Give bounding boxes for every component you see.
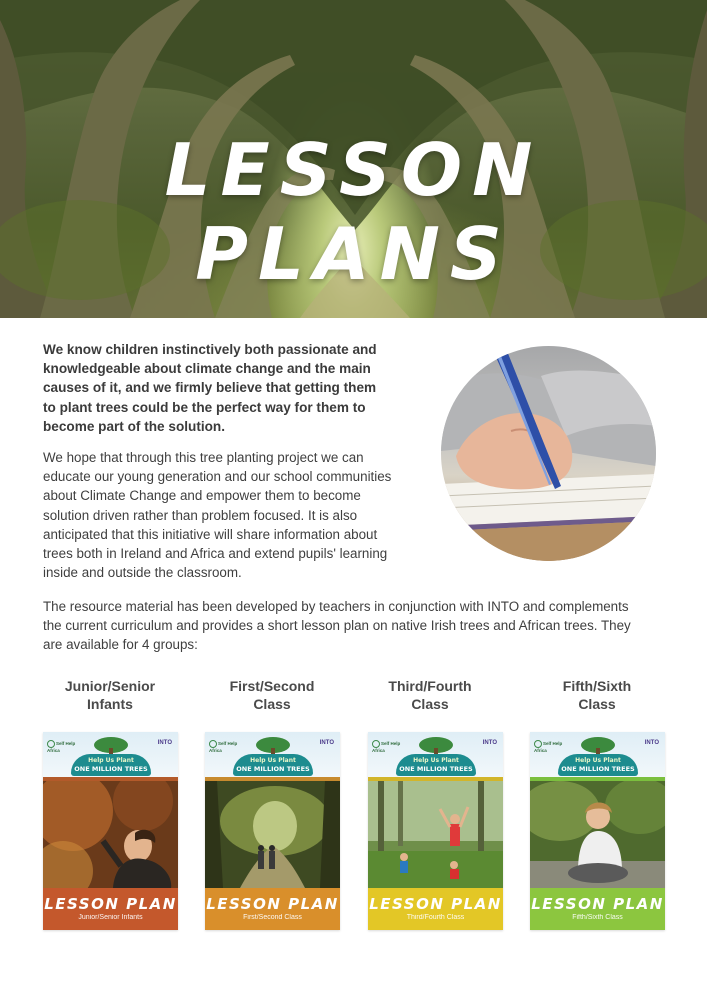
self-help-africa-logo [372,740,402,754]
cover-header [43,732,178,780]
group-label-third-fourth-class [360,677,500,713]
resource-paragraph [43,597,663,655]
lesson-plan-cover-first-second-class[interactable] [205,732,340,930]
logo-text: Self Help Africa [209,741,238,753]
text-line: to plant trees could be the perfect way for them to [43,399,366,415]
banner-line: Help Us Plant [250,757,296,764]
text-line: are available for 4 groups: [43,637,198,653]
into-logo: INTO [157,740,172,746]
cover-header [368,732,503,780]
lesson-plan-cover-fifth-sixth-class[interactable] [530,732,665,930]
banner-line: ONE MILLION TREES [561,765,635,773]
cover-subtitle: First/Second Class [243,914,302,921]
text-line: become part of the solution. [43,418,226,434]
child-writing-illustration [441,346,656,561]
logo-text: Self Help Africa [47,741,76,753]
cover-subtitle: Junior/Senior Infants [78,914,143,921]
text-line: trees both in Ireland and Africa and extend pupils' learning [43,546,388,562]
cover-header [530,732,665,780]
cover-photo-autumn-child [43,781,178,888]
cover-photo-children-playing [368,781,503,888]
lesson-plan-cover-junior-senior-infants[interactable] [43,732,178,930]
banner-line: ONE MILLION TREES [236,765,310,773]
cover-footer [368,888,503,930]
group-label-line: Infants [87,696,133,712]
cover-title: LESSON PLAN [369,895,502,913]
banner-line: ONE MILLION TREES [399,765,473,773]
cover-banner [396,754,476,776]
banner-line: Help Us Plant [88,757,134,764]
intro-bold-paragraph [43,340,413,436]
cover-banner [233,754,313,776]
text-line: the current curriculum and provides a short lesson plan on native Irish trees and African trees. They [43,618,631,634]
cover-subtitle: Third/Fourth Class [406,914,465,921]
cover-footer [530,888,665,930]
group-label-line: Class [578,696,616,712]
text-line: knowledgeable about climate change and the main [43,361,371,377]
cover-subtitle: Fifth/Sixth Class [572,914,623,921]
text-line: causes of it, and we firmly believe that getting them [43,380,377,396]
banner-line: Help Us Plant [413,757,459,764]
group-label-first-second-class [202,677,342,713]
cover-title: LESSON PLAN [531,895,664,913]
into-logo: INTO [482,740,497,746]
text-line: educate our young generation and our school communities [43,469,392,485]
cover-footer [205,888,340,930]
cover-title: LESSON PLAN [206,895,339,913]
text-line: solution driven rather than problem focused. It is also [43,507,358,523]
group-label-line: Class [253,696,291,712]
group-label-line: Third/Fourth [388,678,472,694]
text-line: anticipated that this initiative will share information about [43,526,378,542]
text-line: The resource material has been developed by teachers in conjunction with INTO and complements [43,599,629,614]
logo-text: Self Help Africa [534,741,563,753]
group-label-line: Junior/Senior [64,678,156,694]
text-line: We hope that through this tree planting project we can [43,450,364,465]
child-writing-photo [441,346,656,561]
group-label-junior-senior-infants [40,677,180,713]
logo-text: Self Help Africa [372,741,401,753]
banner-line: ONE MILLION TREES [74,765,148,773]
hero-banner [0,0,707,318]
group-label-line: Fifth/Sixth [562,678,632,694]
intro-paragraph [43,448,413,582]
self-help-africa-logo [209,740,239,754]
cover-photo-forest-path [205,781,340,888]
cover-photo-child-sitting [530,781,665,888]
banner-line: Help Us Plant [575,757,621,764]
page-title: LESSON PLANS [164,128,543,296]
self-help-africa-logo [47,740,77,754]
text-line: inside and outside the classroom. [43,565,242,581]
text-line: about Climate Change and empower them to become [43,488,361,504]
group-label-fifth-sixth-class [527,677,667,713]
cover-title: LESSON PLAN [44,895,177,913]
text-line: We know children instinctively both passionate and [43,342,377,357]
group-label-line: Class [411,696,449,712]
into-logo: INTO [644,740,659,746]
self-help-africa-logo [534,740,564,754]
group-label-line: First/Second [229,678,315,694]
cover-banner [71,754,151,776]
cover-header [205,732,340,780]
lesson-plan-cover-third-fourth-class[interactable] [368,732,503,930]
cover-banner [558,754,638,776]
cover-footer [43,888,178,930]
into-logo: INTO [319,740,334,746]
